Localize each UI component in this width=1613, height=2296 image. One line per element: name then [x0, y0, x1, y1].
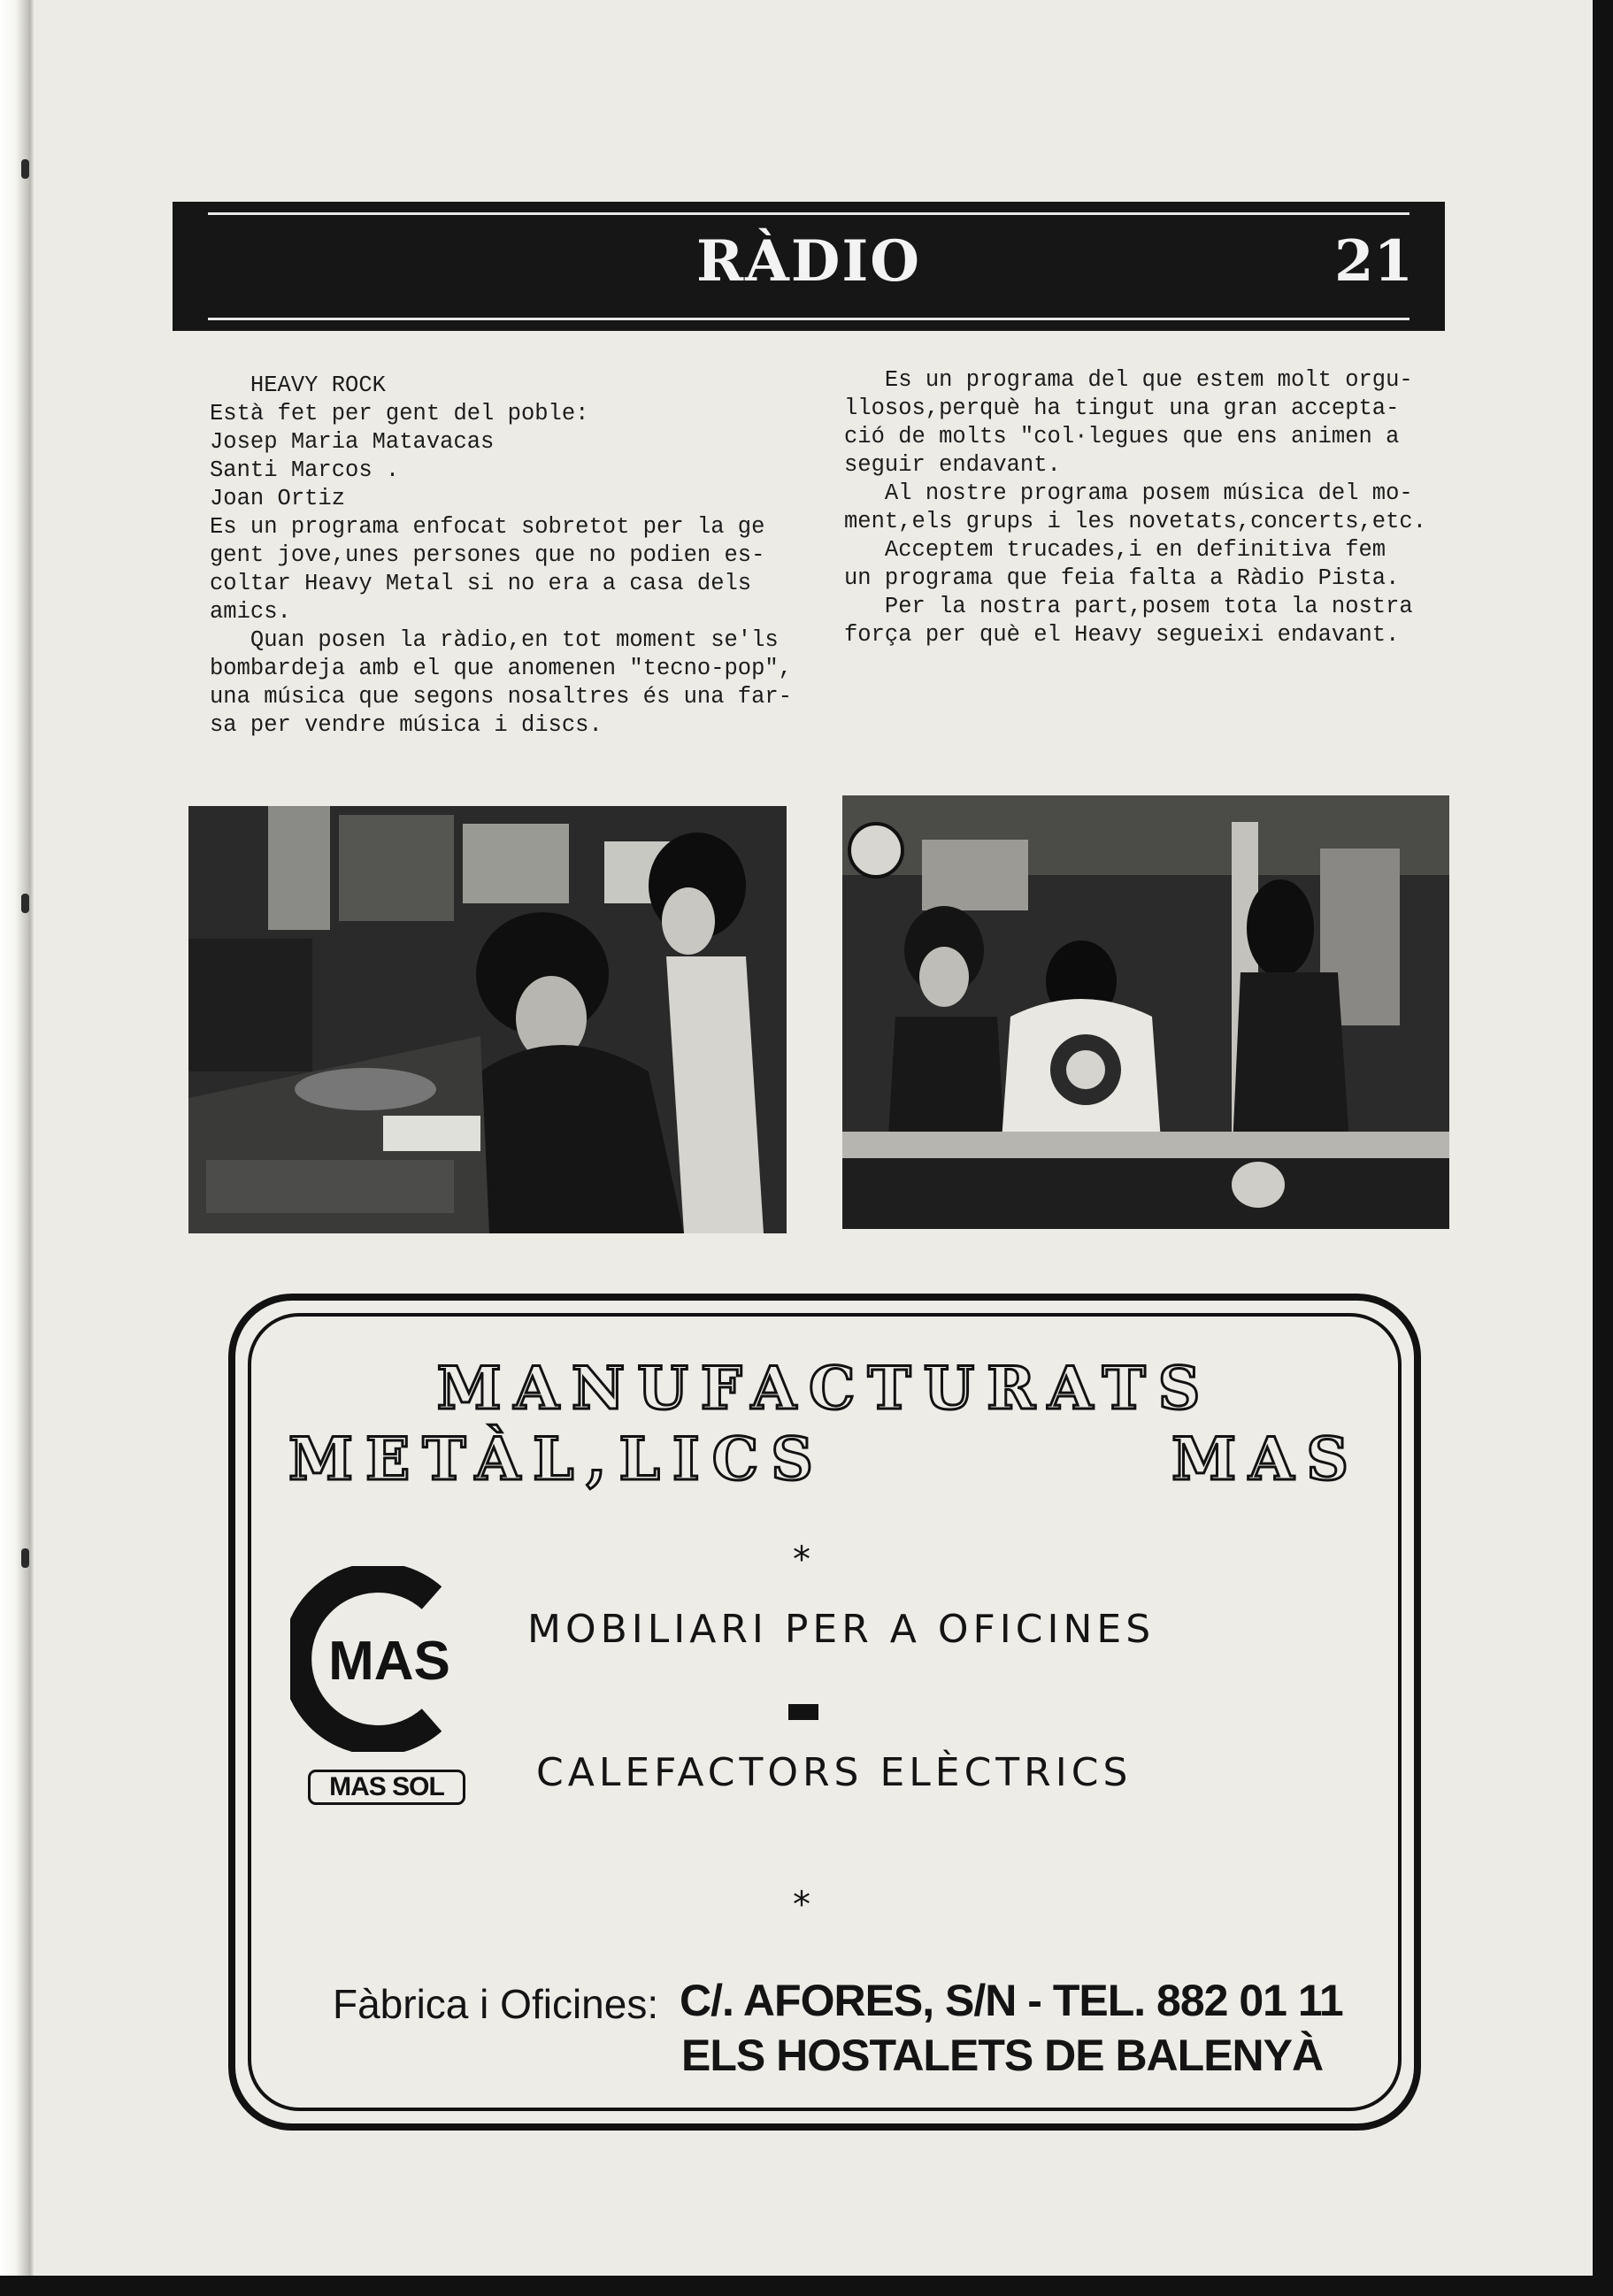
article-line: bombardeja amb el que anomenen "tecno-pop",: [210, 656, 793, 681]
ad-footer-town: ELS HOSTALETS DE BALENYÀ: [681, 2031, 1324, 2080]
article-line: una música que segons nosaltres és una far-: [210, 684, 793, 710]
article-line: ció de molts "col·legues que ens animen a: [844, 424, 1400, 449]
article-line: llosos,perquè ha tingut una gran accepta-: [844, 395, 1400, 421]
binding-hole: [21, 159, 29, 179]
article-line: sa per vendre música i discs.: [210, 712, 603, 738]
article-line: un programa que feia falta a Ràdio Pista.: [844, 565, 1400, 591]
ad-dash-separator: [788, 1704, 818, 1720]
article-line: coltar Heavy Metal si no era a casa dels: [210, 571, 752, 596]
section-banner: [173, 202, 1445, 331]
photo-illustration: [842, 795, 1449, 1229]
page-number: 21: [1333, 228, 1413, 295]
ad-title-metallics: METÀL,LICS: [288, 1424, 826, 1494]
article-line: Per la nostra part,posem tota la nostra: [844, 594, 1413, 619]
ad-footer-label: Fàbrica i Oficines:: [333, 1981, 659, 2027]
article-left-column: [210, 372, 792, 740]
article-line: força per què el Heavy segueixi endavant.: [844, 622, 1400, 648]
article-line: Està fet per gent del poble:: [210, 401, 589, 426]
mas-sol-logo: MAS SOL: [308, 1770, 465, 1805]
article-line: Acceptem trucades,i en definitiva fem: [844, 537, 1386, 563]
article-right-column: [844, 366, 1426, 649]
ad-footer-address: C/. AFORES, S/N - TEL. 882 01 11: [680, 1976, 1343, 2025]
article-line: Es un programa del que estem molt orgu-: [844, 367, 1413, 393]
asterisk-icon: *: [793, 1885, 810, 1925]
page-binding-edge: [0, 0, 34, 2296]
photo-radio-studio-right: [842, 795, 1449, 1229]
binding-hole: [21, 1548, 29, 1568]
mas-logo-text: MAS: [328, 1631, 450, 1692]
article-line: ment,els grups i les novetats,concerts,etc.: [844, 509, 1427, 534]
scan-border-right: [1593, 0, 1613, 2296]
ad-title-line1: MANUFACTURATS: [436, 1354, 1213, 1423]
article-line: gent jove,unes persones que no podien es-: [210, 542, 765, 568]
photo-radio-studio-left: [188, 806, 787, 1233]
binding-hole: [21, 894, 29, 913]
banner-rule: [208, 212, 1409, 215]
article-line: Quan posen la ràdio,en tot moment se'ls: [210, 627, 779, 653]
advertisement-box: [228, 1294, 1421, 2131]
photo-illustration: [188, 806, 787, 1233]
article-line: Al nostre programa posem música del mo-: [844, 480, 1413, 506]
ad-product-furniture: MOBILIARI PER A OFICINES: [527, 1607, 1156, 1652]
ad-title-mas: MAS: [1171, 1424, 1361, 1494]
ad-product-heaters: CALEFACTORS ELÈCTRICS: [536, 1750, 1133, 1795]
article-line: Josep Maria Matavacas: [210, 429, 495, 455]
asterisk-icon: *: [793, 1540, 810, 1580]
article-line: Es un programa enfocat sobretot per la ge: [210, 514, 765, 540]
article-line: Santi Marcos .: [210, 457, 400, 483]
mas-logo: [290, 1566, 476, 1752]
article-line: Joan Ortiz: [210, 486, 346, 511]
article-line: HEAVY ROCK: [210, 372, 386, 398]
section-title: RÀDIO: [695, 228, 922, 295]
banner-rule: [208, 318, 1409, 320]
article-line: amics.: [210, 599, 291, 625]
scan-border-bottom: [0, 2276, 1613, 2296]
article-line: seguir endavant.: [844, 452, 1061, 478]
